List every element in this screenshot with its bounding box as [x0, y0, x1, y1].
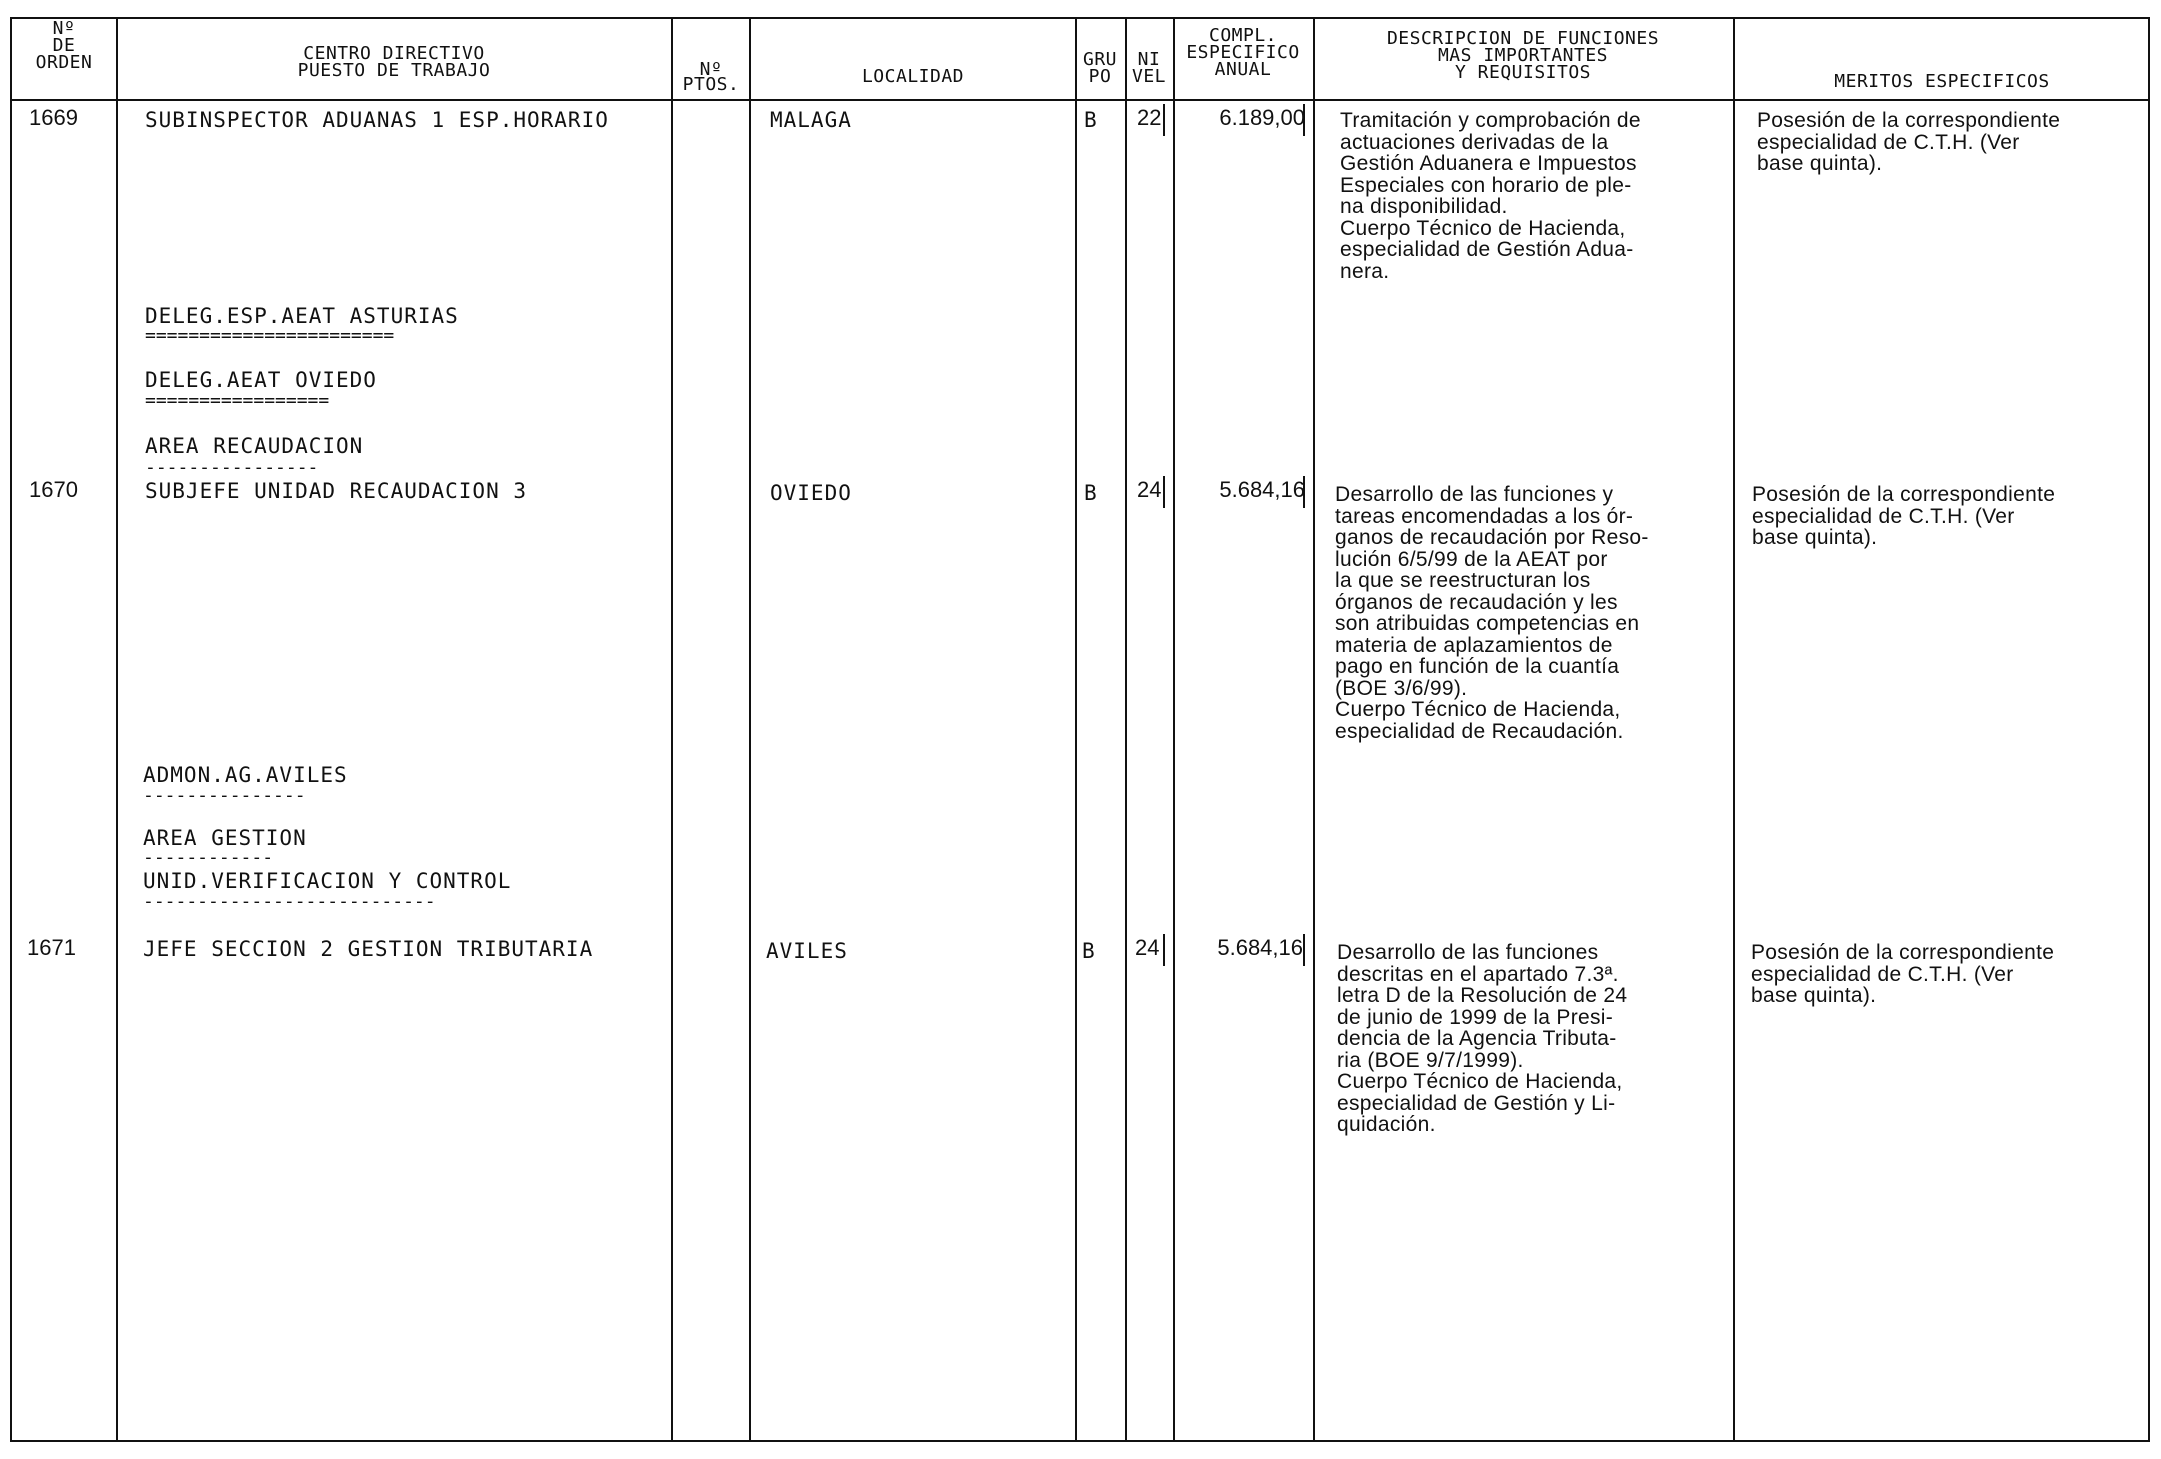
header-compl-especifico: COMPL. ESPECIFICO ANUAL [1186, 25, 1300, 80]
header-centro-directivo: CENTRO DIRECTIVO PUESTO DE TRABAJO [297, 43, 491, 81]
header-meritos: MERITOS ESPECIFICOS [1834, 71, 2050, 92]
row-nivel: 22 [1137, 105, 1162, 130]
row-meritos: Posesión de la correspondiente especialidad de C.T.H. (Ver base quinta). [1757, 109, 2061, 175]
column-divider-centro [671, 17, 673, 1442]
row-localidad: OVIEDO [770, 481, 852, 505]
section-deleg-asturias: DELEG.ESP.AEAT ASTURIAS [145, 304, 459, 328]
header-descripcion: DESCRIPCION DE FUNCIONES MAS IMPORTANTES Y REQUISITOS [1386, 28, 1660, 83]
section-area-recaudacion: AREA RECAUDACION [145, 434, 364, 458]
row-grupo: B [1084, 108, 1098, 132]
row-grupo: B [1082, 939, 1096, 963]
table-frame [10, 17, 2150, 1442]
row-orden: 1671 [27, 935, 76, 960]
column-divider-compl [1313, 17, 1315, 1442]
header-ptos: Nº PTOS. [682, 59, 740, 95]
row-orden: 1669 [29, 105, 78, 130]
nivel-tick-1671 [1163, 934, 1165, 966]
row-compl: 5.684,16 [1219, 477, 1305, 502]
row-descripcion: Tramitación y comprobación de actuaciones derivadas de la Gestión Aduanera e Impuestos Especiales con horario de ple- na disponibilidad. Cuerpo Técnico de Hacienda, especialidad de Gestión Adua- nera. [1340, 109, 1641, 283]
row-localidad: AVILES [766, 939, 848, 963]
row-descripcion: Desarrollo de las funciones descritas en el apartado 7.3ª. letra D de la Resolución de 24 de junio de 1999 de la Presi- dencia de la Agencia Tributa- ria (BOE 9/7/1999). Cuerpo Técnico de Hacienda, especialidad de Gestión y Li- quidación. [1337, 941, 1628, 1136]
section-admon-aviles: ADMON.AG.AVILES [143, 763, 348, 787]
row-localidad: MALAGA [770, 108, 852, 132]
row-meritos: Posesión de la correspondiente especialidad de C.T.H. (Ver base quinta). [1751, 941, 2055, 1007]
section-deleg-oviedo-rule: ================= [145, 395, 330, 407]
row-nivel: 24 [1137, 477, 1162, 502]
row-puesto: SUBINSPECTOR ADUANAS 1 ESP.HORARIO [145, 108, 609, 132]
column-divider-nivel [1173, 17, 1175, 1442]
nivel-tick-1670 [1163, 476, 1165, 508]
section-area-gestion: AREA GESTION [143, 826, 307, 850]
row-compl: 6.189,00 [1219, 105, 1305, 130]
compl-tick-1671 [1303, 934, 1305, 966]
section-area-recaudacion-rule: ---------------- [145, 462, 319, 474]
column-divider-grupo [1125, 17, 1127, 1442]
section-deleg-asturias-rule: ======================= [145, 330, 395, 342]
column-divider-localidad [1075, 17, 1077, 1442]
row-orden: 1670 [29, 477, 78, 502]
row-nivel: 24 [1135, 935, 1160, 960]
section-deleg-oviedo: DELEG.AEAT OVIEDO [145, 368, 377, 392]
row-compl: 5.684,16 [1217, 935, 1303, 960]
header-orden: Nº DE ORDEN [35, 18, 93, 73]
section-area-gestion-rule: ------------ [143, 852, 274, 864]
section-unid-verificacion: UNID.VERIFICACION Y CONTROL [143, 869, 512, 893]
header-grupo: GRU PO [1082, 49, 1117, 87]
row-descripcion: Desarrollo de las funciones y tareas encomendadas a los ór- ganos de recaudación por Reso- lución 6/5/99 de la AEAT por la que se reestructuran los órganos de recaudación y les son atribuidas competencias en materia de aplazamientos de pago en función de la cuantía (BOE 3/6/99). Cuerpo Técnico de Hacienda, especialidad de Recaudación. [1335, 483, 1649, 743]
header-localidad: LOCALIDAD [861, 66, 965, 87]
row-grupo: B [1084, 481, 1098, 505]
row-puesto: SUBJEFE UNIDAD RECAUDACION 3 [145, 479, 528, 503]
row-puesto: JEFE SECCION 2 GESTION TRIBUTARIA [143, 937, 594, 961]
section-unid-verificacion-rule: --------------------------- [143, 896, 436, 908]
section-admon-aviles-rule: --------------- [143, 790, 306, 802]
header-divider [10, 99, 2150, 101]
column-divider-ptos [749, 17, 751, 1442]
header-nivel: NI VEL [1131, 49, 1166, 87]
column-divider-orden [116, 17, 118, 1442]
nivel-tick-1669 [1163, 104, 1165, 136]
row-meritos: Posesión de la correspondiente especialidad de C.T.H. (Ver base quinta). [1752, 483, 2056, 549]
